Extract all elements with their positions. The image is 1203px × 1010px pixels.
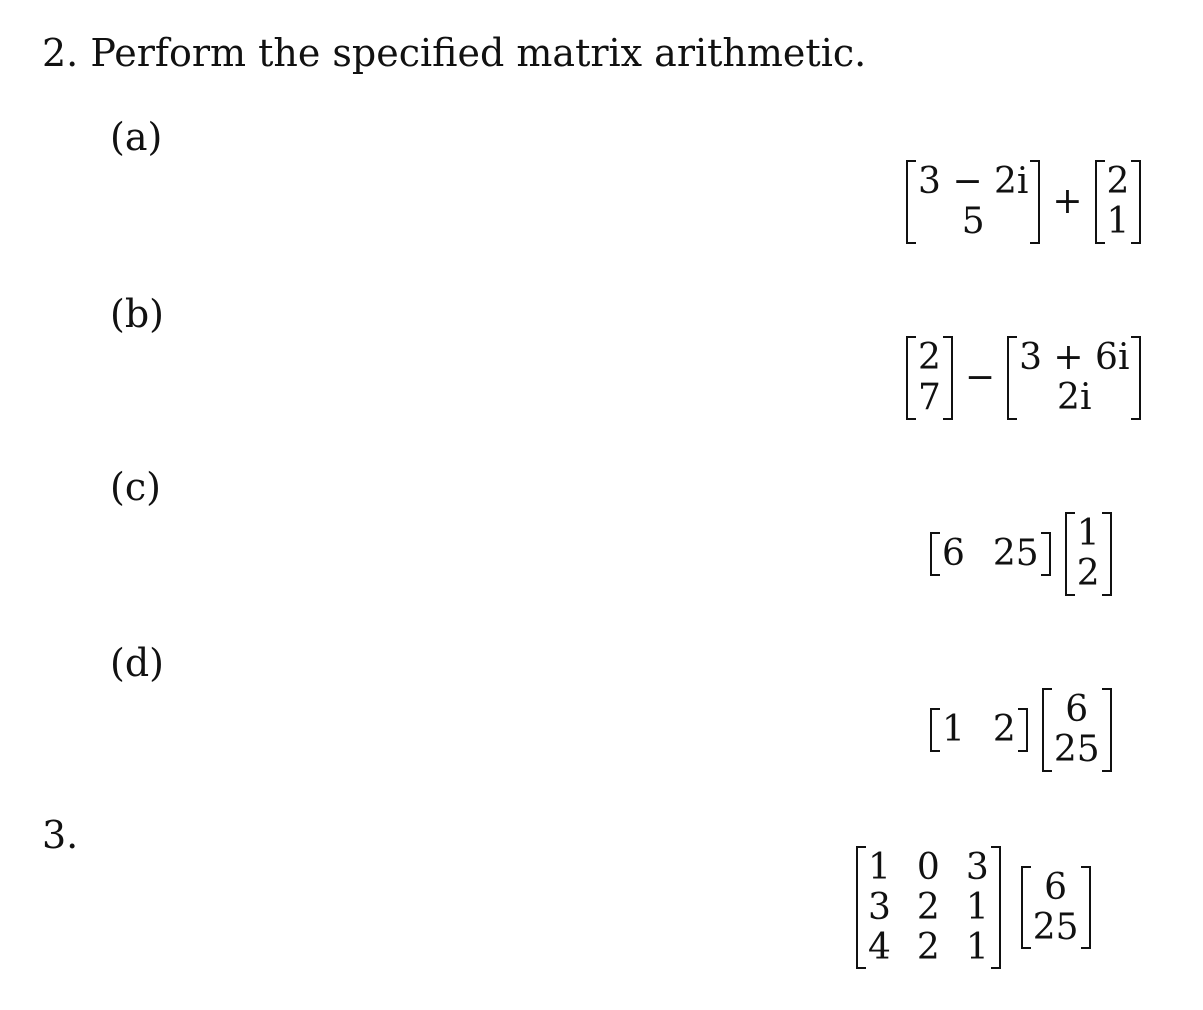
matrix-cell: 6 [942,532,965,574]
matrix-cell: 2 [1076,552,1100,594]
matrix-cell: 7 [918,376,941,418]
matrix-cell: 5 [961,200,985,242]
problem-2-number: 2. [42,31,79,75]
part-d-row-vector [930,708,1028,752]
part-c-column-vector [1065,512,1112,596]
matrix-cell: 25 [992,532,1039,574]
part-d-label: (d) [110,641,164,685]
problem-2-prompt: Perform the specified matrix arithmetic. [90,31,867,75]
matrix-cell: 6 [1065,689,1089,730]
matrix-cell: 2 [992,708,1016,750]
part-a-operator: + [1052,180,1083,222]
matrix-cell: 25 [1032,906,1079,948]
matrix-cell: 1 [868,847,891,888]
problem-3-number: 3. [42,813,79,857]
matrix-cell: 3 − 2i [918,161,1029,202]
matrix-cell: 2 [916,886,940,928]
matrix-cell: 2 [1106,161,1130,202]
part-d-column-vector [1042,688,1112,772]
matrix-cell: 25 [1053,728,1100,770]
matrix-cell: 6 [1044,866,1068,908]
matrix-cell: 4 [868,926,891,968]
matrix-cell: 1 [965,926,989,968]
part-c-row-vector [930,532,1051,576]
matrix-cell: 2 [918,337,941,378]
matrix-cell: 2i [1057,376,1092,418]
part-c-expression [930,512,1112,596]
part-a-label: (a) [110,115,163,159]
matrix-cell: 1 [942,708,965,750]
matrix-cell: 1 [1106,200,1130,242]
part-b-right-matrix [1007,336,1141,420]
problem-2-heading [42,31,867,75]
matrix-cell: 1 [965,886,989,928]
matrix-cell: 0 [916,847,940,888]
problem-3-vector [1021,866,1091,950]
part-b-expression [906,336,1141,420]
matrix-cell: 3 [868,886,891,928]
part-b-operator: − [964,356,996,398]
part-b-label: (b) [110,292,164,336]
problem-3-expression [856,846,1091,969]
matrix-cell: 1 [1076,513,1100,554]
part-a-expression [906,160,1141,244]
part-b-left-matrix [906,336,953,420]
part-a-left-matrix [906,160,1040,244]
part-c-label: (c) [110,465,161,509]
problem-3-matrix [856,846,1001,969]
matrix-cell: 3 [965,847,989,888]
matrix-cell: 3 + 6i [1019,337,1130,378]
matrix-cell: 2 [916,926,940,968]
part-d-expression [930,688,1112,772]
part-a-right-matrix [1095,160,1142,244]
